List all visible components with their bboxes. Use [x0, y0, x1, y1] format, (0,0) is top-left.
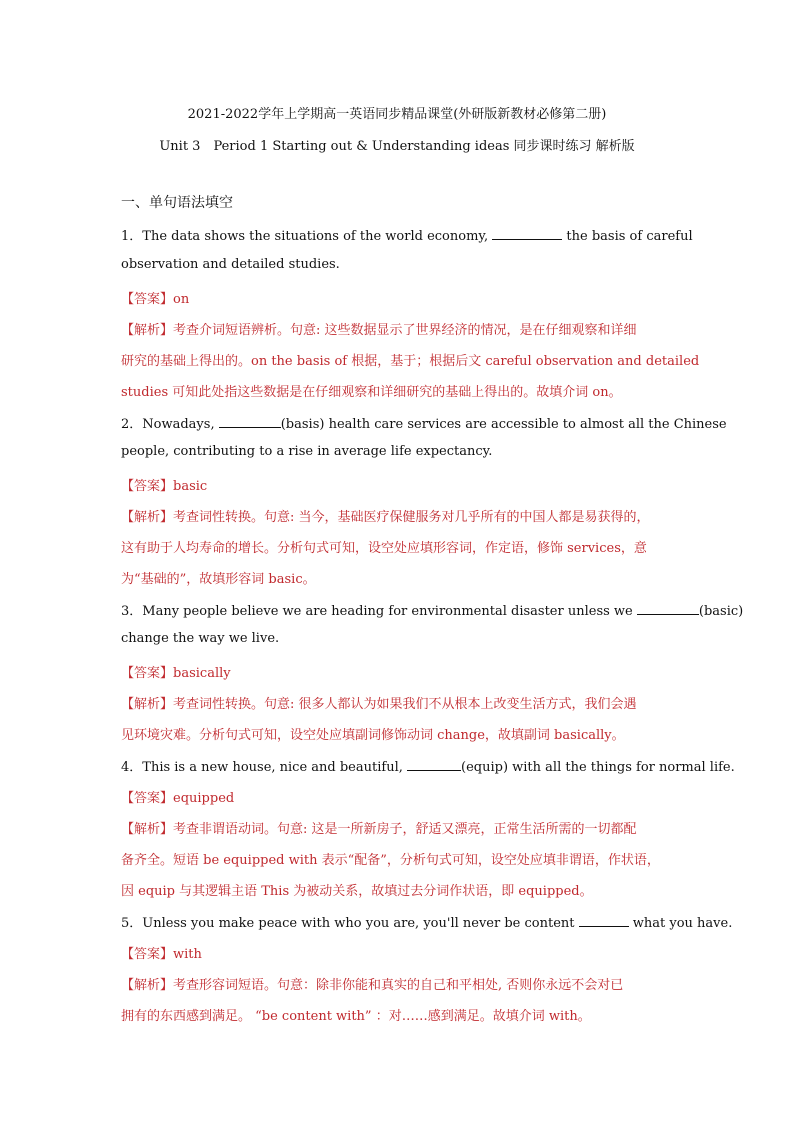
analysis-5-line-1: 【解析】考查形容词短语。句意：除非你能和真实的自己和平相处, 否则你永远不会对已	[121, 978, 624, 993]
analysis-3-line-2: 见环境灾难。分析句式可知，设空处应填副词修饰动词 change，故填副词 basically。	[121, 728, 625, 743]
question-2-line-2: people, contributing to a rise in average life expectancy.	[121, 444, 493, 459]
answer-blank	[407, 758, 461, 771]
answer-2: 【答案】basic	[121, 479, 208, 494]
question-1-line-2: observation and detailed studies.	[121, 257, 340, 272]
answer-4: 【答案】equipped	[121, 791, 235, 806]
analysis-1-line-3: studies 可知此处指这些数据是在仔细观察和详细研究的基础上得出的。故填介词 on。	[121, 385, 622, 400]
question-4-line-1: 4．This is a new house, nice and beautiful, (equip) with all the things for normal life.	[121, 760, 735, 775]
analysis-4-line-2: 备齐全。短语 be equipped with 表示“配备”，分析句式可知，设空处应填非谓语，作状语，	[121, 853, 660, 868]
question-5-line-1: 5．Unless you make peace with who you are, you'll never be content what you have.	[121, 916, 733, 931]
answer-blank	[492, 227, 562, 240]
answer-3: 【答案】basically	[121, 666, 231, 681]
analysis-2-line-3: 为“基础的”，故填形容词 basic。	[121, 572, 316, 587]
analysis-2-line-1: 【解析】考查词性转换。句意: 当今，基础医疗保健服务对几乎所有的中国人都是易获得的，	[121, 510, 650, 525]
answer-blank	[579, 914, 629, 927]
question-1-line-1: 1．The data shows the situations of the world economy, the basis of careful	[121, 229, 693, 244]
analysis-2-line-2: 这有助于人均寿命的增长。分析句式可知，设空处应填形容词，作定语，修饰 services，意	[121, 541, 647, 556]
document-subtitle: Unit 3 Period 1 Starting out & Understanding ideas 同步课时练习 解析版	[159, 139, 635, 154]
answer-5: 【答案】with	[121, 947, 202, 962]
question-3-line-2: change the way we live.	[121, 631, 280, 646]
question-2-line-1: 2．Nowadays, (basis) health care services are accessible to almost all the Chinese	[121, 417, 727, 432]
answer-blank	[637, 602, 699, 615]
question-3-line-1: 3．Many people believe we are heading for environmental disaster unless we (basic)	[121, 604, 744, 619]
analysis-1-line-1: 【解析】考查介词短语辨析。句意: 这些数据显示了世界经济的情况，是在仔细观察和详细	[121, 323, 637, 338]
section-title: 一、单句语法填空	[121, 195, 233, 211]
analysis-5-line-2: 拥有的东西感到满足。 “be content with” ：对……感到满足。故填介词 with。	[121, 1009, 591, 1024]
answer-blank	[219, 415, 281, 428]
analysis-1-line-2: 研究的基础上得出的。on the basis of 根据，基于；根据后文 careful observation and detailed	[121, 354, 700, 369]
analysis-4-line-3: 因 equip 与其逻辑主语 This 为被动关系，故填过去分词作状语，即 equipped。	[121, 884, 593, 899]
document-title: 2021-2022学年上学期高一英语同步精品课堂(外研版新教材必修第二册)	[187, 107, 607, 122]
answer-1: 【答案】on	[121, 292, 190, 307]
analysis-3-line-1: 【解析】考查词性转换。句意: 很多人都认为如果我们不从根本上改变生活方式，我们会遇	[121, 697, 637, 712]
analysis-4-line-1: 【解析】考查非谓语动词。句意: 这是一所新房子，舒适又漂亮，正常生活所需的一切都配	[121, 822, 637, 837]
